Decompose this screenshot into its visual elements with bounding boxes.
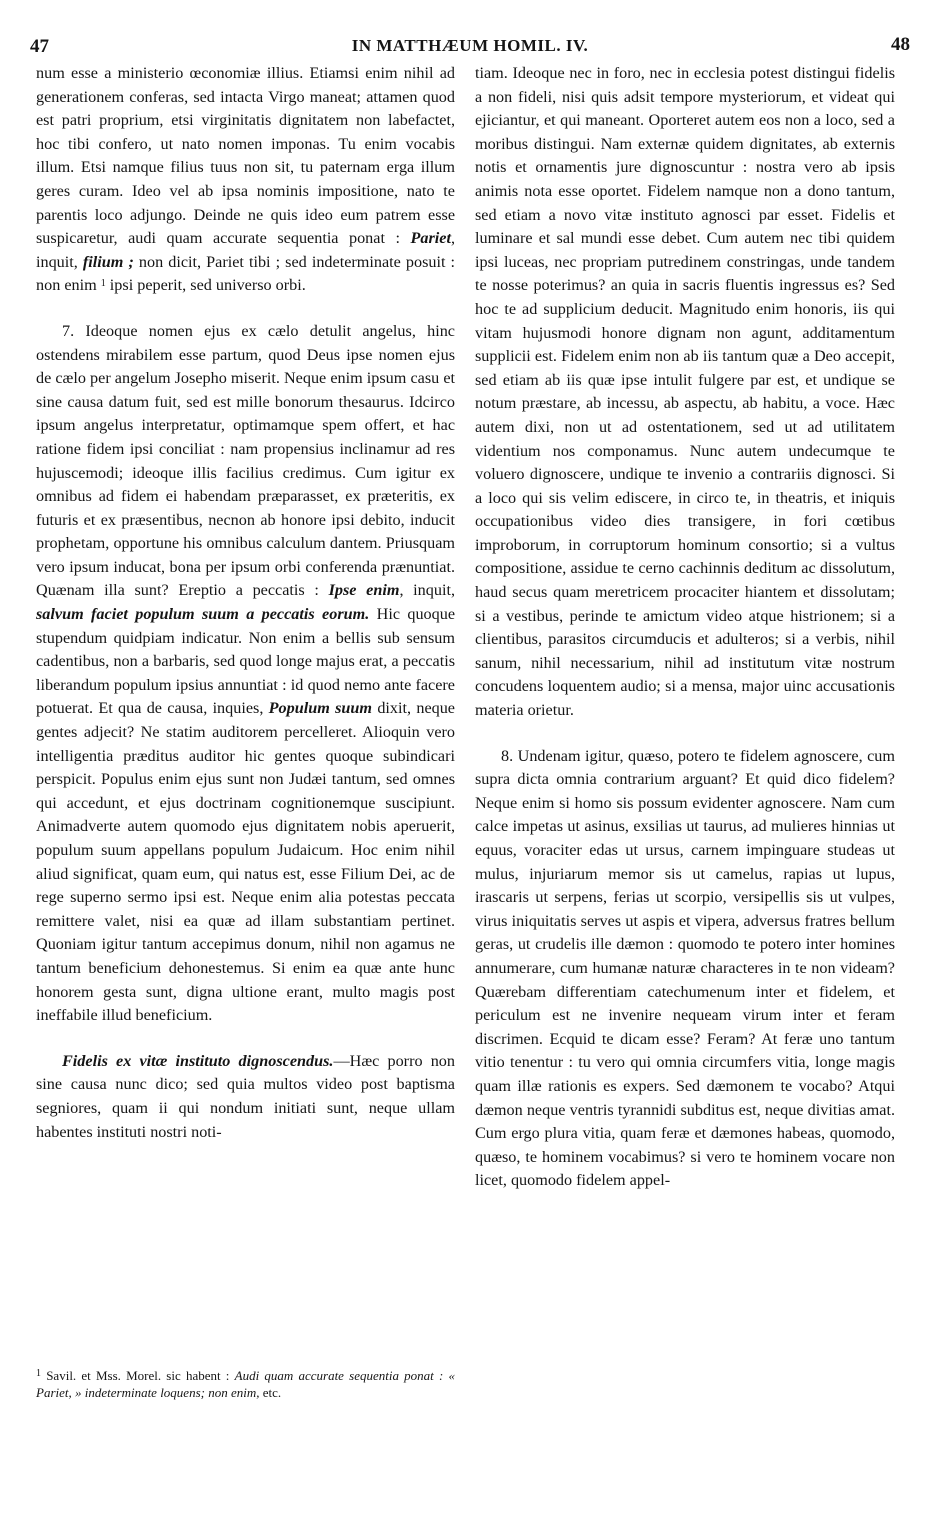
footnote-marker: 1 [100, 278, 106, 290]
text-run: Savil. et Mss. Morel. sic habent : [46, 1368, 230, 1383]
text-run: Hic quoque stupendum quidpiam indicatur. Non enim a bellis sub sensum cadentibus, non a barbaris, sed quod longe majus erat, a peccatis liberandum populum ipsius annuntiat : id quod nemo ante facere potuerat. Et qua de causa, inquies, [36, 605, 456, 718]
text-run: ipsi peperit, sed universo orbi. [109, 276, 306, 295]
quotation: salvum faciet populum suum a peccatis eorum. [36, 605, 370, 624]
paragraph-fidelis [36, 1050, 455, 1144]
paragraph-7 [36, 320, 455, 1028]
quotation: filium ; [82, 252, 134, 271]
text-run: non dicit, Pariet tibi ; sed indeterminate posuit : non enim [36, 252, 456, 295]
text-run: dixit, neque gentes adjecit? Ne statim auditorem percelleret. Alioquin vero intelligentia præditus auditor hic gentes quoque subindicari perspicit. Populus enim ejus sunt non Judæi tantum, sed omnes qui accedunt, et ejus doctrinam cognitionemque suscipiunt. Animadverte autem quomodo ejus dignitatem nobis aperuerit, populum suum appellans populum Judaicum. Hoc enim nihil aliud significat, quam eum, qui natus est, esse Filium Dei, ac de rege superno sermo ipsi est. Neque enim alia potestas peccata remittere valet, nisi ea quæ ad illam substantiam pertinet. Quoniam igitur tantum accepimus donum, nihil non agamus ne tantum beneficium dehonestemus. Si enim ea quæ ante hunc honorem gesta sunt, digna ultione erant, multo magis post ineffabile illud beneficium. [36, 699, 455, 1025]
section-heading: Fidelis ex vitæ instituto dignoscendus. [62, 1051, 334, 1070]
text-run: num esse a ministerio œconomiæ illius. Etiamsi enim nihil ad generationem conferas, sed intacta Virgo maneat; attamen quod est patri proprium, etsi virginitatis dignitatem non labefactet, hoc tibi confero, ut nato nomen imponas. Tu enim vocabis illum. Etsi namque filius tuus non sit, tu paternam erga illum geres curam. Ideo vel ab ipsa nominis impositione, nato te parentis loco adjungo. Deinde ne quis ideo eum patrem esse suspicaretur, audi quam accurate sequentia ponat : [36, 64, 455, 248]
right-column [475, 62, 895, 1193]
paragraph-8: 8. Undenam igitur, quæso, potero te fidelem agnoscere, cum supra dicta omnia contrarium arguant? Et quid dico fidelem? Neque enim si homo sis possum evidenter agnoscere. Nam cum calce impetas ut asinus, exsilias ut taurus, ad mulieres hinnias ut equus, voraciter edas ut ursus, carnem impinguare studeas ut mulus, injuriarum memor sis ut camelus, rapias ut lupus, irascaris ut serpens, ferias ut scorpio, versipellis sis ut vulpes, virus iniquitatis serves ut aspis et vipera, adversus fratres bellum geras, ut crudelis ille dæmon : quomodo te potero inter homines annumerare, cum humanæ naturæ characteres in te non videam? Quærebam differentiam catechumenum inter et fidelem, et periculum est ne invenire nequeam virum inter et feram discrimen. Ecquid te dicam esse? Feram? At feræ uno tantum vitio tenentur : tu vero qui omnia circumfers vitia, longe magis quam illæ rationis es expers. Sed dæmonem te vocabo? Atqui dæmon neque ventris tyrannidi subditus est, neque divitias amat. Cum ergo plura vitia, quam feræ et dæmones habeas, quomodo, quæso, te hominem vocabimus? si vero te hominem vocare non licet, quomodo fidelem appel- [475, 746, 895, 1190]
paragraph-continuation-right: tiam. Ideoque nec in foro, nec in ecclesia potest distingui fidelis a non fideli, nisi quis adsit tempore mysteriorum, et videat qui ejiciantur, et qui maneant. Oporteret autem eos non a loco, sed a moribus distingui. Nam externæ quidem dignitates, ab externis notis et ornamentis jure dignoscuntur : nostra vero ab ipsis animis nota esse oportet. Fidelem namque non a dono tantum, sed etiam a novo vitæ instituto agnosci par esset. Fidelis et luminare et sal mundi esse debet. Cum autem nec tibi quidem ipsi luceas, nec propriam putredinem constringas, unde tandem te nosse poterimus? an quia in sacris fluentis ingressus es? Sed hoc te ad supplicium deducit. Magnitudo enim honoris, iis qui vitam hujusmodi honore dignam non agunt, additamentum supplicii est. Fidelem enim non ab iis tantum quæ a Deo accepit, sed etiam ab iis quæ ipse intulit fulgere par est, et undique se notum præstare, ab incessu, ab aspectu, ab habitu, a voce. Hæc autem dixi, non ut ad ostentationem, sed ut ad utilitatem videntium nos componamus. Nunc autem undecumque te voluero dignoscere, undique te invenio a contrariis dignosci. Si a loco qui sis velim ediscere, in circo te, in theatris, et iniquis occupationibus video dies transigere, in fori cœtibus improborum, in corruptorum hominum consortio; si a vultus compositione, assidue te cerno cachinnis deditum ac dissolutum, haud secus quam meretricem procaciter hiantem et dissolutam; si a vestibus, perinde te amictum video atque histrionem; si a clientibus, parasitos circumducis et adulteros; si a verbis, nihil sanum, nihil necessarium, nihil ad institutum vitæ nostrum concudens loquentem audio; si a mensa, major uinc accusationis materia orietur. [475, 64, 895, 720]
text-run: , inquit, [36, 229, 455, 271]
paragraph-continuation [36, 62, 455, 298]
text-run: —Hæc porro non sine causa nunc dico; sed quia multos video post baptisma segniores, quam ii qui nondum initiati sunt, neque ullam habentes instituti nostri noti- [36, 1051, 455, 1141]
page-number-right: 48 [891, 34, 910, 55]
footnote-number: 1 [36, 1368, 41, 1379]
quotation: Audi quam accurate sequentia ponat : « Pariet, » indeterminate loquens; non enim, [36, 1368, 456, 1400]
text-run: 7. Ideoque nomen ejus ex cælo detulit angelus, hinc ostendens mirabilem esse partum, quod Deus ipse nomen ejus de cælo per angelum Josepho miserit. Neque enim ipsum casu et sine causa datum fuit, sed est mille bonorum thesaurus. Idcirco ipsum angelus interpretatur, optimamque spem offert, et hac ratione fidem ipsi conciliat : nam propensius inclinamur ad res hujuscemodi; ideoque illis facilius credimus. Cum igitur ex omnibus ad fidem ei habendam præparasset, ex præteritis, ex futuris et ex præsentibus, necnon ab honore ipsi debito, inducit prophetam, opportune his omnibus calculum dantem. Priusquam vero ipsum inducat, bona per ipsum orbi conferenda prænuntiat. Quænam illa sunt? Ereptio a peccatis : [36, 321, 455, 600]
running-header [30, 34, 910, 60]
quotation: Pariet [410, 229, 451, 248]
quotation: Populum suum [268, 699, 373, 718]
text-run: etc. [262, 1385, 282, 1400]
left-column [36, 62, 455, 1144]
text-run: , inquit, [399, 581, 455, 600]
page-number-left: 47 [30, 36, 49, 57]
footnote [36, 1367, 455, 1401]
running-title: IN MATTHÆUM HOMIL. IV. [351, 36, 589, 55]
quotation: Ipse enim [328, 581, 400, 600]
